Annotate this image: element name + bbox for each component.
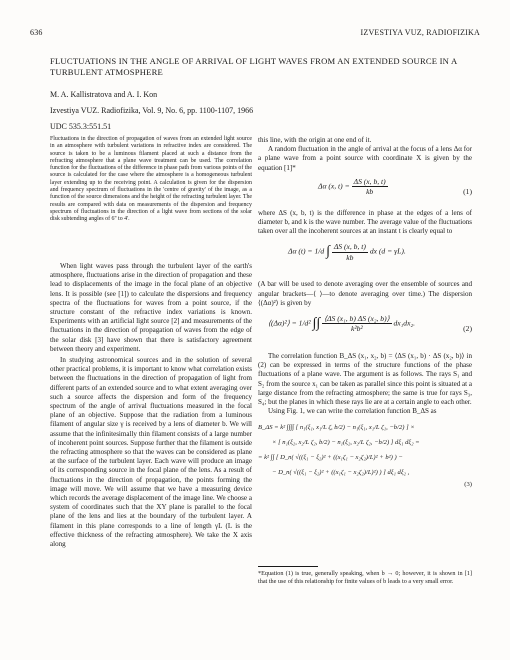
body-paragraph: this line, with the origin at one end of it. [258, 136, 372, 144]
eq1-fraction [352, 177, 388, 196]
eq2-numerator: ΔS (x, b, t) [333, 242, 366, 252]
eq4-line-1: B_ΔS = k² ∫∫∫∫ [ n₁(ξ₁, x₁/L ζ, b/2) − n₁(ξ₁, x₁/L ζ₁, −b/2) ] × [258, 424, 415, 432]
eq1-lhs: Δα (x, t) = [318, 181, 350, 191]
body-paragraph: (A bar will be used to denote averaging over the ensemble of sources and angular brackets—⟨ ⟩—to denote averaging over time.) The dispersion ⟨(Δα)²⟩ is given by [258, 280, 472, 307]
journal-header: IZVESTIYA VUZ, RADIOFIZIKA [360, 28, 480, 37]
citation: Izvestiya VUZ. Radiofizika, Vol. 9, No. 6, pp. 1100-1107, 1966 [50, 106, 254, 115]
eq3-lhs: ⟨(Δα)²⟩ = [268, 318, 297, 328]
eq3-tail: dx₁dx₂. [393, 318, 415, 328]
left-column [50, 262, 252, 549]
eq2-tail: dx (d = γL). [369, 246, 406, 256]
eq2-coefficient: 1/d [314, 246, 325, 256]
body-paragraph: In studying astronomical sources and in the solution of several other practical problems, it is important to know what correlation exists between the fluctuations in the direction of propagation of light from different parts of an extended source and to what extent averaging over such a source affects the dispersion and form of the frequency spectrum of the angle of arrival fluctuations measured in the focal plane of an objective. Suppose that the radiation from a luminous filament of angular size γ is received by a lens of diameter b. We will assume that the infinitesimally thin filament consists of a large number of incoherent point sources. Suppose further that the filament is outside the refracting atmosphere so that the waves can be considered as plane at the surface of the turbulent layer. Each wave will produce an image of its corresponding source in the focal plane of the lens. As a result of fluctuations in the direction of propagation, the points forming the image will move. We will assume that we have a measuring device which records the average displacement of the image line. We choose a system of coordinates such that the XY plane is parallel to the focal plane of the lens and lies at the boundary of the turbulent layer. A filament in this plane corresponds to a line of length γL (L is the effective thickness of the refracting atmosphere). We take the X axis along [50, 356, 252, 549]
eq2-denominator: kb [346, 252, 354, 262]
right-column [258, 136, 472, 496]
footnote-rule [258, 566, 318, 567]
equation-1 [318, 177, 472, 207]
abstract: Fluctuations in the direction of propagation of waves from an extended light source in an atmosphere with turbulent variations in refractive index are considered. The source is taken to be a luminous filament placed at such a distance from the refracting atmosphere that a plane wave treatment can be used. The correlation function for the fluctuations of the difference in phase path from various points of the source is calculated for the case where the atmosphere is a homogeneous turbulent layer extending up to the receiving point. A calculation is given for the dispersion and frequency spectrum of fluctuations in the 'centre of gravity' of the image, as a function of the source dimensions and the height of the refracting turbulent layer. The results are compared with data on measurements of the dispersion and frequency spectrum of fluctuations in the direction of a light wave from sections of the solar disk subtending angles of 6'' to 4'. [50, 136, 252, 223]
udc-code: UDC 535.3:551.51 [50, 122, 112, 131]
body-paragraph: where ΔS (x, b, t) is the difference in phase at the edges of a lens of diameter b, and k is the wave number. The average value of the fluctuations taken over all the incoherent sources at an instant t is clearly equal to [258, 208, 472, 236]
eq1-denominator: kb [366, 187, 374, 197]
body-paragraph: Using Fig. 1, we can write the correlation function B_ΔS as [268, 407, 437, 416]
eq2-fraction [332, 242, 368, 261]
eq4-line-4: − D_n( √((ξ₁ − ξ₂)² + ((x₁ζ₁ − x₂ζ₂)/L)²) ) ] dξ₁ dξ₂ , [272, 469, 410, 477]
page-number: 636 [30, 28, 43, 37]
equation-3 [268, 314, 472, 348]
article-title: FLUCTUATIONS IN THE ANGLE OF ARRIVAL OF LIGHT WAVES FROM AN EXTENDED SOURCE IN A TURBULENT ATMOSPHERE [50, 56, 457, 77]
footnote: *Equation (1) is true, generally speaking, when b → 0; however, it is shown in [1] that the use of this relationship for finite values of b leads to a very small error. [258, 570, 472, 585]
equation-4 [258, 420, 472, 496]
eq3-coefficient: 1/d² [298, 318, 311, 328]
double-integral-sign: ∫∫ [312, 316, 321, 332]
eq4-line-3: = k² ∫∫ [ D_n( √((ξ₁ − ξ₂)² + ((x₁ζ₁ − x₂ζ₂)/L)² + b²) ) − [258, 454, 403, 462]
eq1-numerator: ΔS (x, b, t) [353, 176, 386, 186]
body-paragraph: A random fluctuation in the angle of arrival at the focus of a lens Δα for a plane wave from a point source with coordinate X is given by the equation [1]* [258, 145, 472, 172]
eq2-lhs: Δα (t) = [288, 246, 313, 256]
authors: M. A. Kallistratova and A. I. Kon [50, 90, 158, 99]
eq4-line-2: × [ n₁(ξ₂, x₂/L ζ₂, b/2) − n₁(ξ₂, x₂/L ζ₂, −b/2) ] dξ₁ dξ₂ = [272, 439, 420, 447]
eq1-label: (1) [463, 186, 472, 196]
eq3-label: (2) [463, 324, 472, 334]
eq4-label: (3) [464, 481, 472, 489]
integral-sign: ∫ [326, 244, 330, 260]
eq3-denominator: k²b² [350, 324, 363, 334]
body-paragraph: When light waves pass through the turbulent layer of the earth's atmosphere, fluctuations arise in the direction of propagation and these lead to displacements of the image in the focal plane of an objective lens. It is possible (see [1]) to calculate the dispersions and frequency spectra of the fluctuations for waves from a point source, if the structure constant of the refractive index variations is known. Experiments with an artificial light source [2] and measurements of the fluctuations in the direction of propagation of waves from the edge of the solar disk [3] have shown that there is satisfactory agreement between theory and experiment. [50, 262, 252, 353]
eq3-numerator: ⟨ΔS (x₁, b) ΔS (x₂, b)⟩ [324, 314, 390, 324]
eq3-fraction [322, 314, 391, 333]
equation-2 [288, 242, 472, 276]
body-paragraph: The correlation function B_ΔS (x₁, x₂, b) = ⟨ΔS (x₁, b) · ΔS (x₂, b)⟩ in (2) can be expressed in terms of the structure functions of the phase fluctuations of a plane wave. The argument is as follows. The rays S₁ and S₂ from the source x₁ can be taken as parallel since this point is situated at a large distance from the refracting atmosphere; the same is true for rays S₃, S₄; but the planes in which these rays lie are at a certain angle to each other. [258, 352, 472, 407]
